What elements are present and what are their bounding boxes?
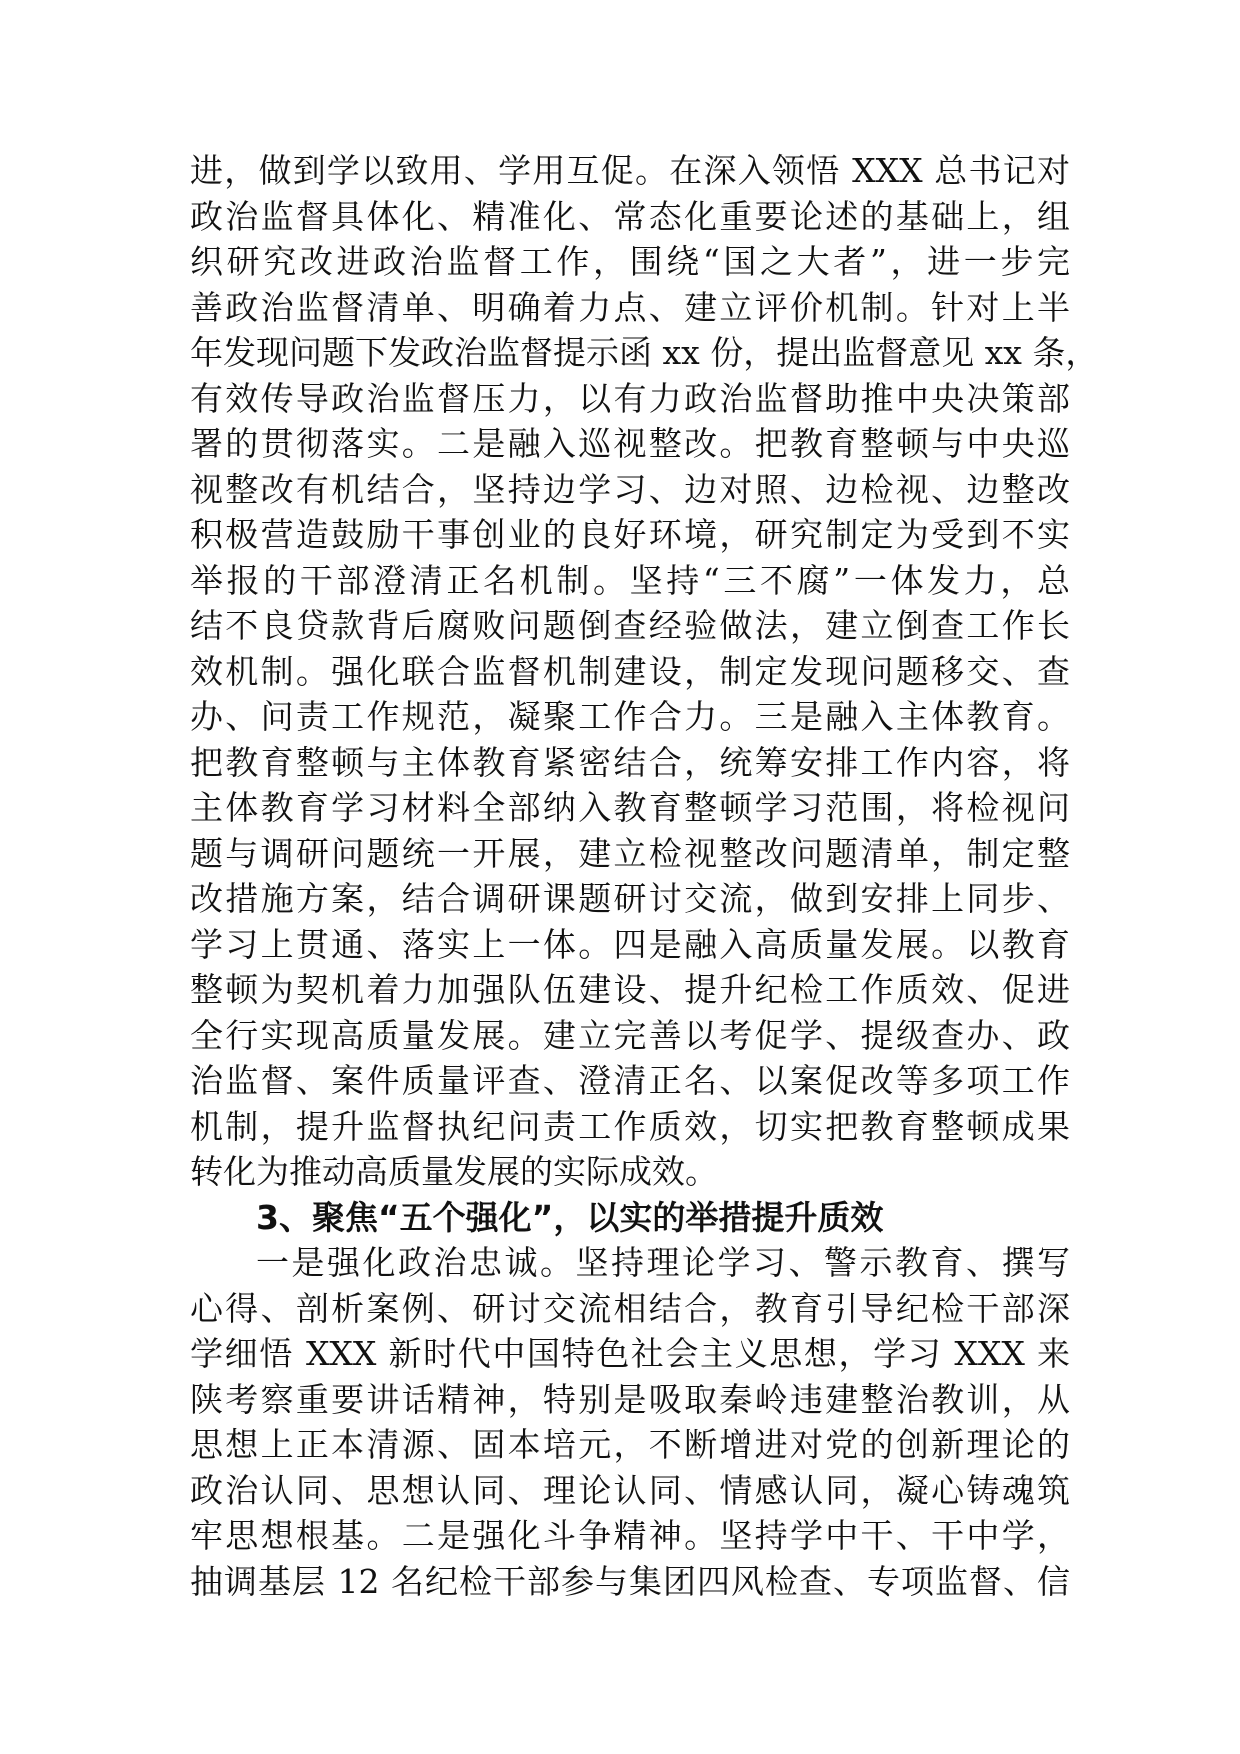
text-line: 改措施方案，结合调研课题研讨交流，做到安排上同步、 [190,879,1070,918]
text-line: 思想上正本清源、固本培元，不断增进对党的创新理论的 [190,1425,1070,1464]
text-line: 效机制。强化联合监督机制建设，制定发现问题移交、查 [190,651,1070,691]
text-line: 有效传导政治监督压力，以有力政治监督助推中央决策部 [190,378,1070,418]
paragraph-1 [190,148,1099,1195]
text-line: 治监督、案件质量评查、澄清正名、以案促改等多项工作 [190,1061,1070,1100]
text-line: 心得、剖析案例、研讨交流相结合，教育引导纪检干部深 [190,1288,1070,1328]
text-line: 牢思想根基。二是强化斗争精神。坚持学中干、干中学， [190,1516,1070,1555]
text-line: 结不良贷款背后腐败问题倒查经验做法，建立倒查工作长 [190,606,1070,645]
paragraph-2 [190,1240,1070,1604]
text-line: 全行实现高质量发展。建立完善以考促学、提级查办、政 [190,1015,1070,1055]
text-line: 转化为推动高质量发展的实际成效。 [190,1152,718,1191]
text-line: 整顿为契机着力加强队伍建设、提升纪检工作质效、促进 [190,970,1070,1009]
text-line: 把教育整顿与主体教育紧密结合，统筹安排工作内容，将 [190,742,1070,782]
text-line: 陕考察重要讲话精神，特别是吸取秦岭违建整治教训，从 [190,1379,1070,1419]
text-line: 政治认同、思想认同、理论认同、情感认同，凝心铸魂筑 [190,1470,1070,1510]
text-line: 主体教育学习材料全部纳入教育整顿学习范围，将检视问 [190,788,1070,827]
text-line: 一是强化政治忠诚。坚持理论学习、警示教育、撰写 [256,1243,1070,1282]
text-line: 题与调研问题统一开展，建立检视整改问题清单，制定整 [190,833,1070,873]
text-line: 织研究改进政治监督工作，围绕“国之大者”，进一步完 [190,242,1070,281]
text-line: 机制，提升监督执纪问责工作质效，切实把教育整顿成果 [190,1106,1070,1146]
text-line: 署的贯彻落实。二是融入巡视整改。把教育整顿与中央巡 [190,424,1070,463]
document-body [190,148,1099,1604]
section-heading: 3、聚焦“五个强化”，以实的举措提升质效 [256,1197,884,1237]
text-line: 政治监督具体化、精准化、常态化重要论述的基础上，组 [190,196,1070,236]
text-line: 举报的干部澄清正名机制。坚持“三不腐”一体发力，总 [190,560,1070,600]
text-line: 视整改有机结合，坚持边学习、边对照、边检视、边整改 [190,469,1070,509]
text-line: 善政治监督清单、明确着力点、建立评价机制。针对上半 [190,287,1070,327]
text-line: 学细悟 XXX 新时代中国特色社会主义思想，学习 XXX 来 [190,1334,1070,1373]
text-line: 积极营造鼓励干事创业的良好环境，研究制定为受到不实 [190,515,1070,554]
text-line: 办、问责工作规范，凝聚工作合力。三是融入主体教育。 [190,697,1070,736]
text-line: 进，做到学以致用、学用互促。在深入领悟 XXX 总书记对 [190,151,1070,190]
text-line: 年发现问题下发政治监督提示函 xx 份，提出监督意见 xx 条， [190,333,1099,372]
text-line: 学习上贯通、落实上一体。四是融入高质量发展。以教育 [190,924,1070,964]
text-line: 抽调基层 12 名纪检干部参与集团四风检查、专项监督、信 [190,1561,1070,1601]
